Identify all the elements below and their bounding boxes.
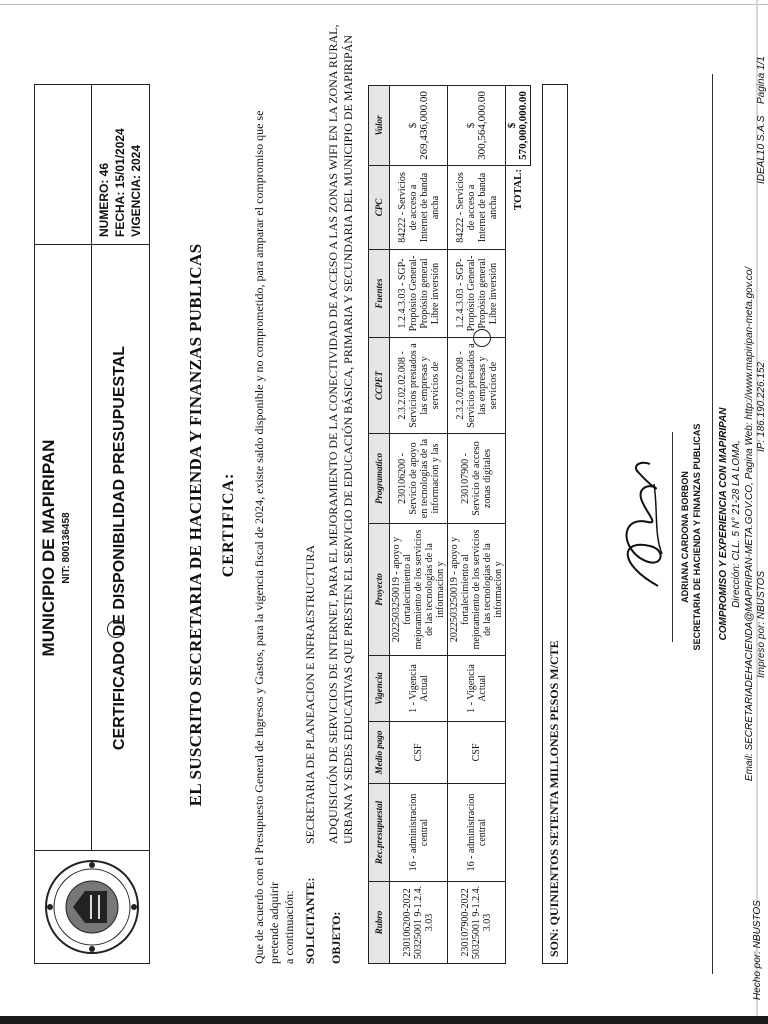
document-number: NUMERO: 46 [97,162,111,237]
municipality-name: MUNICIPIO DE MAPIRIPAN [39,439,58,657]
column-header-recurso: Rec.presupuestal [369,784,390,882]
objeto-line: ADQUISICIÓN DE SERVICIOS DE INTERNET, PARA EL MEJORAMIENTO DE LA CONECTIVIDAD DE ACCESO A LAS ZONAS WIFI EN LA ZONA RURAL, [326,24,340,844]
cell-valor: $ 269,436,000.00 [390,86,448,166]
footer-address: Dirección: CLL. 5 N° 21-28 LA LOMA, [731,440,742,608]
cell-rubro: 230106200-2022 50325001 9-1.2.4. 3.03 [390,882,448,964]
footer-motto: COMPROMISO Y EXPERIENCIA CON MAPIRIPAN [718,407,729,641]
cell-medio-pago: CSF [390,722,448,784]
software-name: IDEAL10 S.A.S [756,115,767,184]
column-header-programatico: Programatico [369,434,390,524]
column-header-cpc: CPC [369,166,390,250]
cell-proyecto: 2022503250019 - apoyo y fortalecimiento al mejoramiento de los servicios de las tecnologias de la informacion y [390,524,448,656]
scan-top-edge [0,0,768,5]
intro-paragraph [252,86,297,964]
header-divider [91,85,92,245]
objeto-line: URBANA Y SEDES EDUCATIVAS QUE PRESTEN EL SERVICIO DE EDUCACIÓN BÁSICA, PRIMARIA Y SECUNDARIA DEL MUNICIPIO DE MAPIRIPÁN [341,35,355,844]
document-date: FECHA: 15/01/2024 [113,128,127,237]
cell-fuentes: 1.2.4.3.03 - SGP-Propósito General-Propósito general Libre inversión [390,250,448,338]
document-title: CERTIFICADO DE DISPONIBILIDAD PRESUPUESTAL [111,345,128,751]
cell-medio-pago: CSF [448,722,506,784]
column-header-vigencia: Vigencia [369,656,390,722]
objeto-value [326,25,356,845]
budget-table [368,85,531,964]
cell-cpc: 84222 - Servicios de acceso a Internet de banda ancha [390,166,448,250]
table-row [448,86,506,964]
cell-ccpet: 2.3.2.02.02.008 - Servicios prestados a las empresas y servicios de [390,338,448,434]
cell-proyecto: 2022503250019 - apoyo y fortalecimiento al mejoramiento de los servicios de las tecnologias de la informacion y [448,524,506,656]
cell-cpc: 84222 - Servicios de acceso a Internet de banda ancha [448,166,506,250]
hecho-por: Hecho por: NBUSTOS [752,900,763,1000]
total-row [506,86,531,964]
column-header-fuentes: Fuentes [369,250,390,338]
table-row [390,86,448,964]
footer-email: Email: SECRETARIADEHACIENDA@MAPIRIPAN-META.GOV.CO, Pagina Web: http://www.mapiripan-meta.gov.co/ [744,266,755,782]
cell-rubro: 230107900-2022 50325001 9-1.2.4. 3.03 [448,882,506,964]
cell-programatico: 230106200 - Servicio de apoyo en tecnologias de la informacion y las [390,434,448,524]
cell-ccpet: 2.3.2.02.02.008 - Servicios prestados a las empresas y servicios de [448,338,506,434]
amount-in-words: SON: QUINIENTOS SETENTA MILLONES PESOS M/CTE [547,640,561,957]
impreso-por: Impreso por: NBUSTOS [756,570,767,678]
total-label: TOTAL: [511,169,524,211]
solicitante-value: SECRETARIA DE PLANEACION E INFRAESTRUCTURA [303,544,317,844]
certifica-heading: CERTIFICA: [220,472,237,578]
objeto-label: OBJETO: [329,911,343,964]
column-header-medio-pago: Medio pago [369,722,390,784]
cell-recurso: 16 - administracion central [448,784,506,882]
signature-mark [610,454,676,594]
intro-line: Que de acuerdo con el Presupuesto General de Ingresos y Gastos, para la vigencia fiscal de 2024, existe saldo disponible y no comprometido, para amparar el compromiso que se pretende adquirir [252,110,281,964]
cell-vigencia: 1 - Vigencia Actual [448,656,506,722]
table-header-row [369,86,390,964]
footer-divider [712,74,713,974]
signature-line [672,432,673,642]
column-header-valor: Valor [369,86,390,166]
header-title-area [35,244,149,851]
header-divider [91,245,92,851]
cell-valor: $ 300,564,000.00 [448,86,506,166]
cell-vigencia: 1 - Vigencia Actual [390,656,448,722]
header-box [34,84,150,964]
total-value: $ 570,000,000.00 [506,86,531,166]
secretary-heading: EL SUSCRITO SECRETARIA DE HACIENDA Y FINANZAS PUBLICAS [186,243,205,807]
signer-name: ADRIANA CARDONA BORBON [680,471,690,603]
cell-recurso: 16 - administracion central [390,784,448,882]
cell-programatico: 230107900 - Servicio de acceso zonas digitales [448,434,506,524]
column-header-ccpet: CCPET [369,338,390,434]
amount-in-words-box [542,84,568,964]
cell-fuentes: 1.2.4.3.03 - SGP-Propósito General-Propósito general Libre inversión [448,250,506,338]
column-header-proyecto: Proyecto [369,524,390,656]
signer-title: SECRETARIA DE HACIENDA Y FINANZAS PUBLICAS [692,423,702,651]
header-meta-area [35,85,149,245]
total-spacer [506,338,531,964]
intro-line: a continuación: [282,890,296,964]
solicitante-label: SOLICITANTE: [303,877,317,964]
fiscal-year: VIGENCIA: 2024 [129,144,143,237]
footer-ip: IP: 186.190.226.152 [756,361,767,452]
certificate-page [0,24,768,1024]
column-header-rubro: Rubro [369,882,390,964]
municipal-seal-logo [35,850,149,963]
nit-number: NIT: 800136458 [61,512,72,584]
page-number: Pagina 1/1 [756,56,767,104]
